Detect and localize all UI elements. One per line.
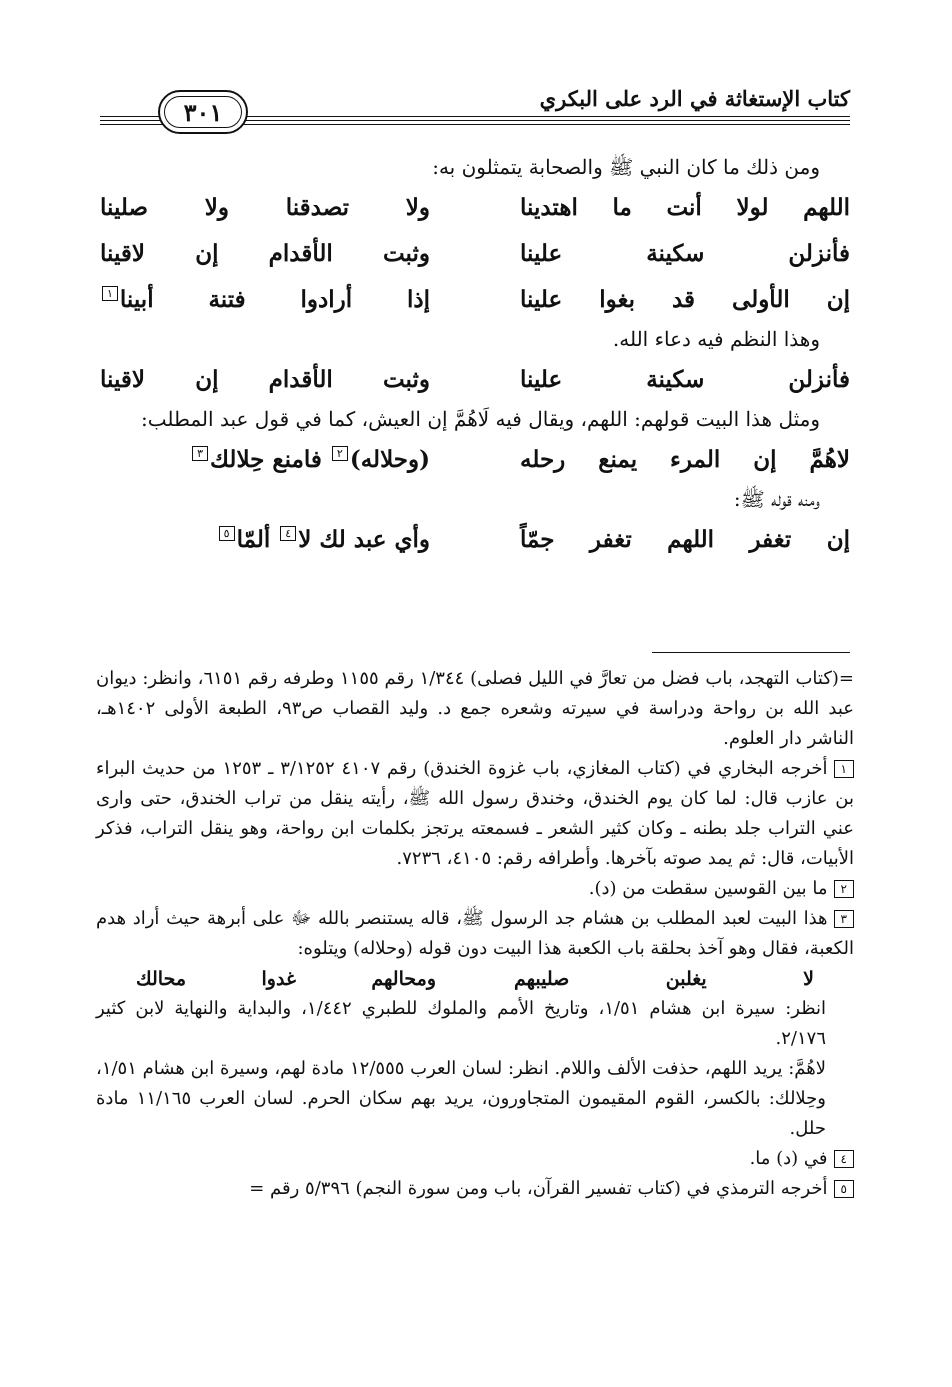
- footnote-4: [96, 1144, 854, 1174]
- footnote-divider: [652, 652, 850, 653]
- verse-right-hemistich: إن الأولى قد بغوا علينا: [520, 285, 850, 313]
- verse-left-hemistich: وثبت الأقدام إن لاقينا: [100, 239, 430, 267]
- footnote-text: هذا البيت لعبد المطلب بن هشام جد الرسول ﷺ، قاله يستنصر بالله ﷻ على أبرهة حيث أراد هدم الكعبة، فقال وهو آخذ بحلقة باب الكعبة هذا البيت دون قوله (وحلاله) ويتلوه:: [96, 908, 854, 959]
- footnote-1: [96, 754, 854, 874]
- footnote-number: ٢: [834, 880, 854, 898]
- footnote-verse: [96, 964, 854, 994]
- verse-right-hemistich: إن تغفر اللهم تغفر جمّاً: [520, 525, 850, 553]
- verse-text: وأي عبد لك لا: [298, 525, 430, 553]
- page-number: ٣٠١: [183, 97, 223, 127]
- footnote-5: [96, 1174, 854, 1204]
- main-text: [100, 150, 850, 562]
- verse-line: [100, 276, 850, 322]
- footnote-3: [96, 904, 854, 964]
- verse-left-hemistich: ولا تصدقنا ولا صلينا: [100, 193, 430, 221]
- footnote-text: ما بين القوسين سقطت من (د).: [588, 878, 828, 899]
- verse-right-hemistich: فأنزلن سكينة علينا: [520, 365, 850, 393]
- footnote-reference: انظر: سيرة ابن هشام ١/٥١، وتاريخ الأمم والملوك للطبري ١/٤٤٢، والبداية والنهاية لابن كثير ٢/١٧٦.: [96, 998, 826, 1049]
- page-number-badge: [158, 90, 248, 134]
- footnote-ref[interactable]: ٢: [332, 446, 348, 461]
- verse-right-hemistich: لاهُمَّ إن المرء يمنع رحله: [520, 445, 850, 473]
- footnote-ref[interactable]: ٣: [192, 446, 208, 461]
- footnote-ref[interactable]: ٤: [280, 526, 296, 541]
- verse-right-hemistich: فأنزلن سكينة علينا: [520, 239, 850, 267]
- footnote-text: أخرجه الترمذي في (كتاب تفسير القرآن، باب ومن سورة النجم) ٥/٣٩٦ رقم =: [249, 1178, 828, 1199]
- footnotes: [96, 664, 854, 1204]
- footnote-number: ٣: [834, 910, 854, 928]
- verse-text: (وحلاله): [349, 445, 430, 473]
- footnote-continuation: =(كتاب التهجد، باب فضل من تعارَّ في الليل فصلى) ١/٣٤٤ رقم ١١٥٥ وطرفه رقم ٦١٥١، وانظر: ديوان عبد الله بن رواحة ودراسة في سيرته وشعره جمع د. وليد القصاب ص٩٣، الطبعة الأولى ١٤٠٢هـ، الناشر دار العلوم.: [96, 668, 855, 749]
- intro-paragraph: ومن ذلك ما كان النبي ﷺ والصحابة يتمثلون به:: [432, 155, 820, 179]
- paragraph: ومنه قوله ﷺ:: [733, 487, 820, 511]
- footnote-number: ٤: [834, 1150, 854, 1168]
- verse-left-hemistich: [100, 446, 430, 473]
- footnote-2: [96, 874, 854, 904]
- footnote-ref[interactable]: ٥: [219, 526, 235, 541]
- footnote-number: ٥: [834, 1180, 854, 1198]
- verse-right-hemistich: اللهم لولا أنت ما اهتدينا: [520, 193, 850, 221]
- footnote-number: ١: [834, 760, 854, 778]
- footnote-note: لاهُمَّ: يريد اللهم، حذفت الألف واللام. انظر: لسان العرب ١٢/٥٥٥ مادة لهم، وسيرة ابن هشام ١/٥١، وحِلالك: بالكسر، القوم المقيمون المتجاورون، يريد بهم سكان الحرم. لسان العرب ١١/١٦٥ مادة حلل.: [96, 1058, 827, 1139]
- verse-line: [100, 516, 850, 562]
- verse-text: إذا أرادوا فتنة أبينا: [119, 285, 430, 313]
- verse-line: [100, 184, 850, 230]
- verse-line: [100, 436, 850, 482]
- footnote-ref[interactable]: ١: [102, 286, 118, 301]
- footnote-text: في (د) ما.: [749, 1148, 828, 1169]
- verse-left-hemistich: [100, 526, 430, 553]
- verse-text: ألمّا: [236, 525, 271, 553]
- paragraph: ومثل هذا البيت قولهم: اللهم، ويقال فيه لَاهُمَّ إن العيش، كما في قول عبد المطلب:: [140, 407, 820, 431]
- footnote-text: أخرجه البخاري في (كتاب المغازي، باب غزوة الخندق) رقم ٤١٠٧ ٣/١٢٥٢ ـ ١٢٥٣ من حديث البراء بن عازب قال: لما كان يوم الخندق، وخندق رسول الله ﷺ، رأيته ينقل من تراب الخندق، حتى وارى عني التراب جلد بطنه ـ وكان كثير الشعر ـ فسمعته يرتجز بكلمات ابن رواحة، وهو ينقل التراب، فذكر الأبيات، قال: ثم يمد صوته بآخرها. وأطرافه رقم: ٤١٠٥، ٧٢٣٦.: [96, 758, 854, 869]
- verse-left-hemistich: [100, 286, 430, 313]
- page-header: [100, 80, 850, 128]
- verse-left-hemistich: وثبت الأقدام إن لاقينا: [100, 365, 430, 393]
- verse-line: [100, 230, 850, 276]
- book-title: كتاب الإستغاثة في الرد على البكري: [539, 86, 850, 111]
- verse-line: [100, 356, 850, 402]
- verse-left-hemistich: ومحالهم غدوا محالك: [136, 968, 436, 990]
- paragraph: وهذا النظم فيه دعاء الله.: [612, 327, 820, 351]
- verse-right-hemistich: لا يغلبن صليبهم: [514, 968, 814, 990]
- verse-text: فامنع حِلالك: [210, 445, 322, 473]
